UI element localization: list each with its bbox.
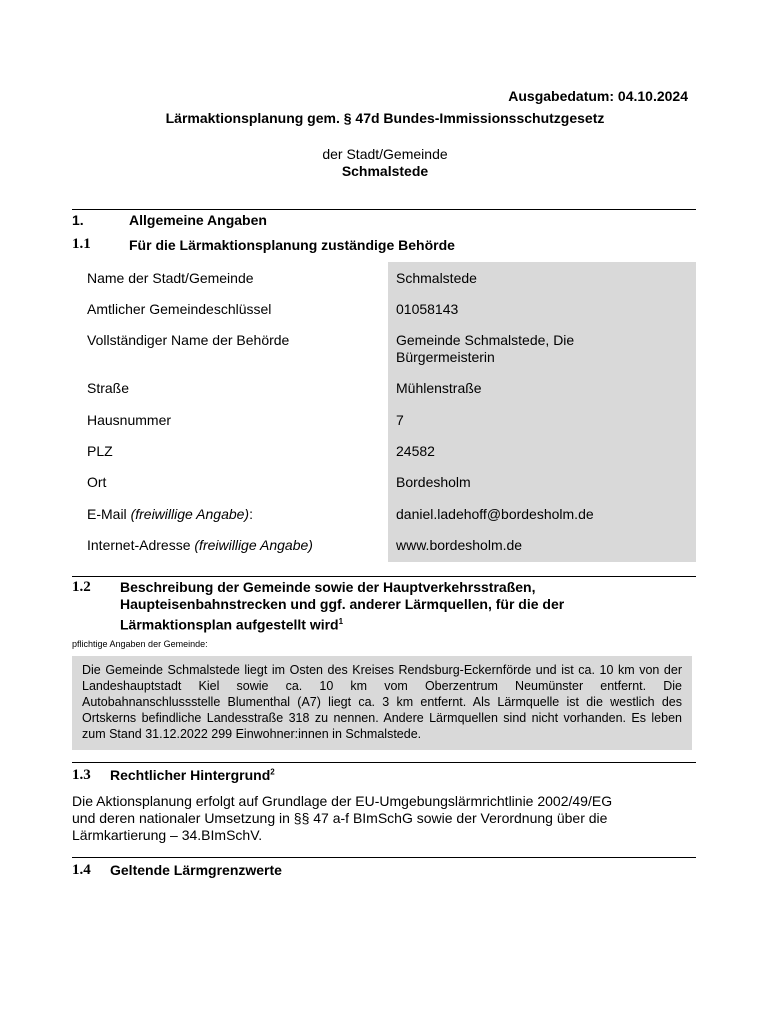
label-text: E-Mail (87, 506, 131, 522)
document-title: Lärmaktionsplanung gem. § 47d Bundes-Immissionsschutzgesetz (165, 110, 605, 126)
mandatory-note: pflichtige Angaben der Gemeinde: (72, 639, 208, 649)
row-label (87, 506, 253, 522)
row-value: 24582 (396, 443, 435, 459)
text-line: und deren nationaler Umsetzung in §§ 47 a-f BImSchG sowie der Verordnung über die (72, 810, 608, 826)
heading-line: Beschreibung der Gemeinde sowie der Hauptverkehrsstraßen, (120, 579, 536, 595)
row-value: daniel.ladehoff@bordesholm.de (396, 506, 594, 522)
section-1-2-heading (120, 579, 680, 634)
row-value-line-2: Bürgermeisterin (396, 349, 495, 365)
row-value (396, 332, 676, 366)
row-label: Hausnummer (87, 412, 172, 428)
row-label (87, 537, 313, 553)
row-label: Amtlicher Gemeindeschlüssel (87, 301, 272, 317)
section-1-1-number: 1.1 (72, 236, 91, 252)
section-1-heading: Allgemeine Angaben (129, 212, 267, 228)
section-1-1-heading: Für die Lärmaktionsplanung zuständige Behörde (129, 237, 455, 253)
text-line: Die Aktionsplanung erfolgt auf Grundlage der EU-Umgebungslärmrichtlinie 2002/49/EG (72, 793, 613, 809)
section-divider (72, 576, 696, 577)
row-value: 7 (396, 412, 404, 428)
authority-table (72, 262, 696, 562)
section-1-3-heading: Rechtlicher Hintergrund$^2$ (110, 767, 275, 783)
row-label: Name der Stadt/Gemeinde (87, 270, 254, 286)
section-1-4-number: 1.4 (72, 862, 91, 878)
legal-background-text (72, 793, 702, 844)
section-1-2-number: 1.2 (72, 579, 91, 595)
section-1-number: 1. (72, 212, 84, 228)
optional-note: (freiwillige Angabe) (130, 506, 250, 522)
subtitle-municipality-name: Schmalstede (341, 163, 429, 179)
row-value: Schmalstede (396, 270, 477, 286)
label-text: Internet-Adresse (87, 537, 195, 553)
section-1-4-heading: Geltende Lärmgrenzwerte (110, 862, 282, 878)
row-value-line-1: Gemeinde Schmalstede, Die (396, 332, 575, 348)
row-label: Ort (87, 474, 107, 490)
issue-date: Ausgabedatum: 04.10.2024 (508, 88, 688, 104)
section-divider (72, 209, 696, 210)
row-label: PLZ (87, 443, 113, 459)
row-value: www.bordesholm.de (396, 537, 523, 553)
label-suffix: : (249, 506, 253, 522)
row-value: 01058143 (396, 301, 459, 317)
section-divider (72, 762, 696, 763)
subtitle-municipality-label: der Stadt/Gemeinde (322, 146, 448, 162)
footnote-mark: 2 (270, 767, 275, 777)
footnote-mark: 1 (338, 617, 344, 626)
optional-note: (freiwillige Angabe) (194, 537, 313, 553)
row-value: Mühlenstraße (396, 380, 482, 396)
section-1-3-number: 1.3 (72, 767, 91, 783)
heading-line: Lärmaktionsplan aufgestellt wird$^1$ (120, 616, 344, 633)
text-line: Lärmkartierung – 34.BImSchV. (72, 827, 263, 843)
row-label: Vollständiger Name der Behörde (87, 332, 290, 348)
section-divider (72, 857, 696, 858)
row-label: Straße (87, 380, 130, 396)
row-value: Bordesholm (396, 474, 471, 490)
heading-line: Haupteisenbahnstrecken und ggf. anderer Lärmquellen, für die der (120, 596, 565, 612)
municipality-description: Die Gemeinde Schmalstede liegt im Osten des Kreises Rendsburg-Eckernförde und ist ca. 10 km von der Landeshauptstadt Kiel sowie ca. 10 km vom Oberzentrum Neumünster entfernt. Die Autobahnanschlussstelle Blumenthal (A7) liegt ca. 3 km entfernt. Als Lärmquelle ist die westlich des Ortskerns befindliche Landesstraße 318 zu nennen. Andere Lärmquellen sind nicht vorhanden. Es leben zum Stand 31.12.2022 299 Einwohner:innen in Schmalstede. (72, 656, 692, 750)
